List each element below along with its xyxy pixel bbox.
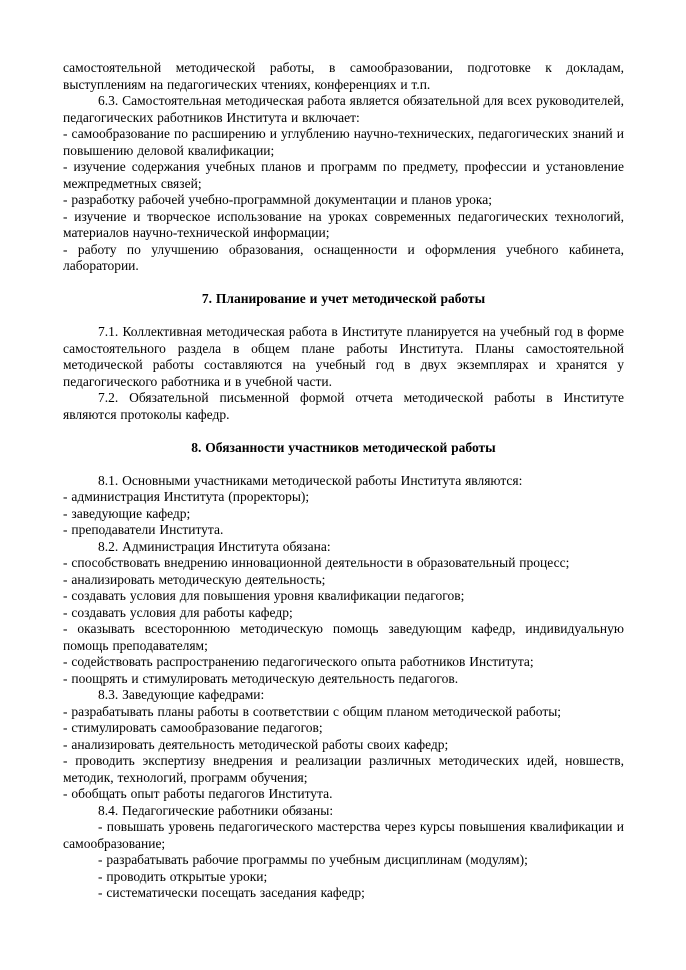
paragraph: - анализировать методическую деятельность;	[63, 571, 326, 587]
paragraph: - преподаватели Института.	[63, 522, 224, 537]
paragraph: 8.3. Заведующие кафедрами:	[98, 687, 265, 702]
paragraph: - разработку рабочей учебно-программной документации и планов урока;	[63, 192, 492, 207]
paragraph: - способствовать внедрению инновационной деятельности в образовательный процесс;	[63, 555, 570, 570]
paragraph: 6.3. Самостоятельная методическая работа является обязательной для всех руководителей, педагогических работников Института и включает:	[63, 93, 624, 125]
paragraph: - анализировать деятельность методической работы своих кафедр;	[63, 736, 449, 752]
paragraph: - обобщать опыт работы педагогов Института.	[63, 786, 333, 801]
paragraph: - содействовать распространению педагогического опыта работников Института;	[63, 654, 534, 669]
paragraph: - проводить экспертизу внедрения и реализации различных методических идей, новшеств, методик, технологий, программ обучения;	[63, 753, 624, 785]
paragraph: 8.2. Администрация Института обязана:	[98, 538, 331, 554]
paragraph: 7.1. Коллективная методическая работа в Институте планируется на учебный год в форме самостоятельного раздела в общем плане работы Института. Планы самостоятельной методической работы составляются на учебный год в двух экземплярах и хранятся у педагогического работника и в учебной части.	[63, 324, 624, 389]
paragraph: - администрация Института (проректоры);	[63, 489, 310, 504]
document-content	[63, 60, 624, 902]
paragraph: - создавать условия для работы кафедр;	[63, 604, 293, 620]
paragraph: - повышать уровень педагогического мастерства через курсы повышения квалификации и самообразование;	[63, 819, 624, 851]
paragraph: - систематически посещать заседания кафедр;	[98, 885, 365, 900]
paragraph: - изучение и творческое использование на уроках современных педагогических технологий, материалов научно-технической информации;	[63, 208, 624, 240]
paragraph: 8.1. Основными участниками методической работы Института являются:	[98, 472, 523, 488]
paragraph: - работу по улучшению образования, оснащенности и оформления учебного кабинета, лаборатории.	[63, 241, 624, 273]
section-heading: 7. Планирование и учет методической работы	[201, 291, 486, 306]
paragraph: - проводить открытые уроки;	[98, 868, 268, 884]
paragraph: 8.4. Педагогические работники обязаны:	[98, 802, 334, 818]
section-heading: 8. Обязанности участников методической работы	[191, 439, 496, 455]
paragraph: - изучение содержания учебных планов и программ по предмету, профессии и установление межпредметных связей;	[63, 159, 624, 191]
paragraph: - разрабатывать рабочие программы по учебным дисциплинам (модулям);	[98, 852, 528, 867]
paragraph: - поощрять и стимулировать методическую деятельность педагогов.	[63, 670, 459, 686]
paragraph: самостоятельной методической работы, в самообразовании, подготовке к докладам, выступлениям на педагогических чтениях, конференциях и т.п.	[63, 60, 624, 92]
paragraph: - самообразование по расширению и углублению научно-технических, педагогических знаний и повышению деловой квалификации;	[63, 126, 624, 158]
paragraph: 7.2. Обязательной письменной формой отчета методической работы в Институте являются протоколы кафедр.	[63, 390, 624, 422]
paragraph: - оказывать всестороннюю методическую помощь заведующим кафедр, индивидуальную помощь преподавателям;	[63, 621, 624, 653]
paragraph: - разрабатывать планы работы в соответствии с общим планом методической работы;	[63, 703, 562, 719]
paragraph: - заведующие кафедр;	[63, 505, 191, 521]
paragraph: - стимулировать самообразование педагогов;	[63, 720, 323, 735]
paragraph: - создавать условия для повышения уровня квалификации педагогов;	[63, 588, 465, 603]
